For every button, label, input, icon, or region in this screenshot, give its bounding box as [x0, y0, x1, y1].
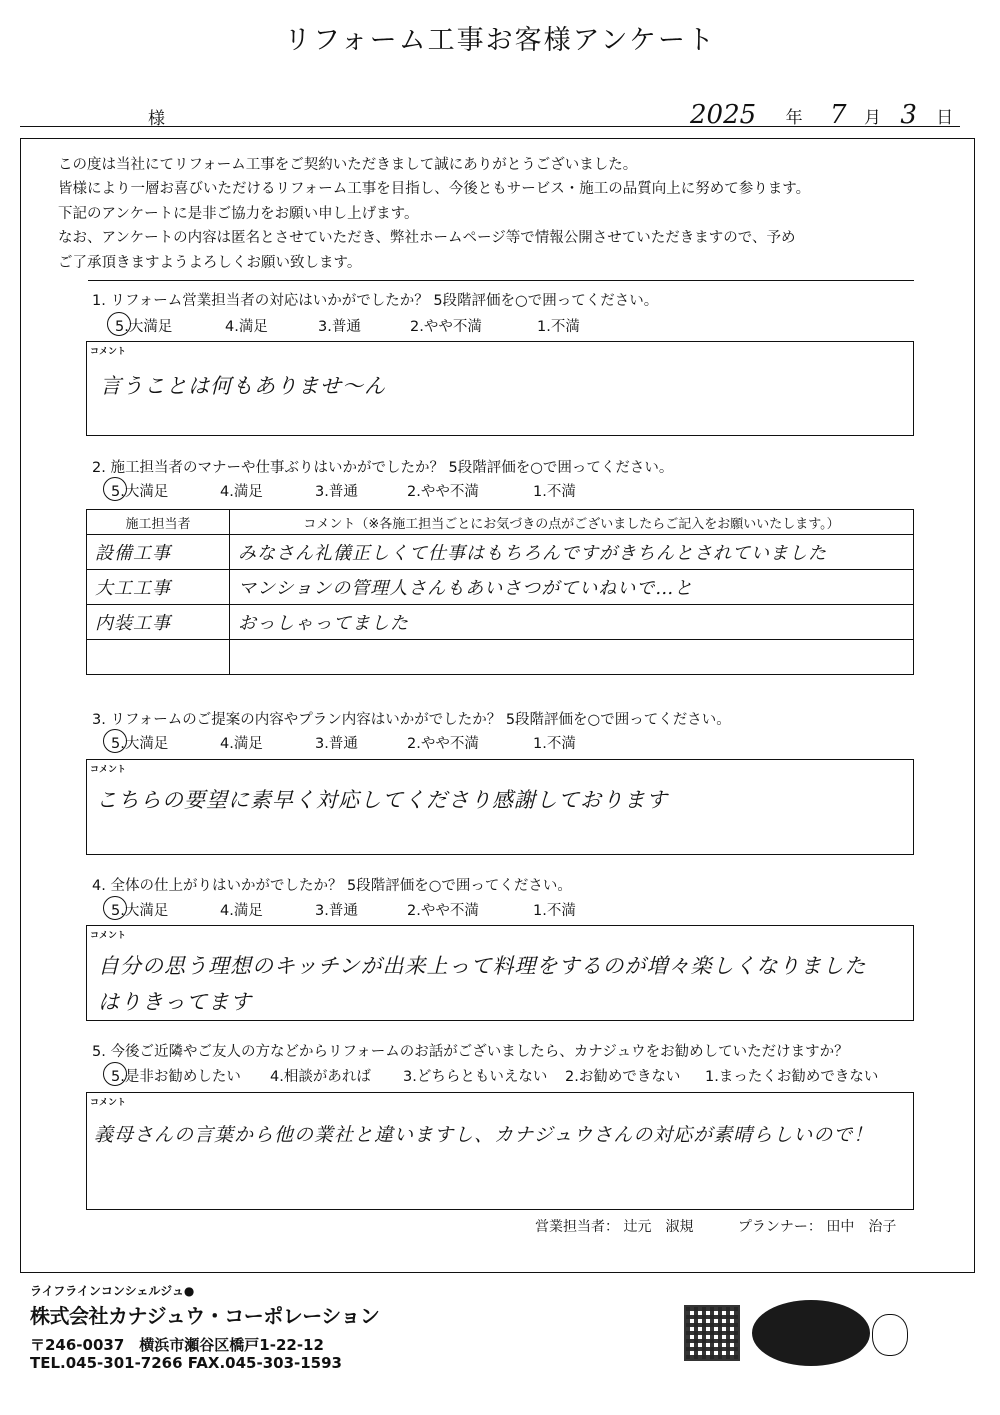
q1-option-2[interactable]: 2.やや不満: [410, 319, 482, 335]
q3-option-3[interactable]: 3.普通: [315, 736, 358, 752]
speech-bubble-icon: [752, 1300, 870, 1366]
q2-staff-table: [86, 509, 914, 675]
q1-option-3[interactable]: 3.普通: [318, 319, 361, 335]
q4-option-3[interactable]: 3.普通: [315, 903, 358, 919]
q1-option-4[interactable]: 4.満足: [225, 319, 268, 335]
date-month: 7: [829, 100, 847, 130]
q4-comment-line-2: はりきってます: [98, 990, 252, 1014]
q2-option-4[interactable]: 4.満足: [220, 484, 263, 500]
planner-name: 田中 治子: [826, 1219, 897, 1235]
q1-question: 1. リフォーム営業担当者の対応はいかがでしたか？ 5段階評価を○で囲ってください。: [92, 293, 659, 309]
intro-line: ご了承頂きますようよろしくお願い致します。: [58, 254, 362, 271]
staff-comment-line: マンションの管理人さんもあいさつがていねいで…と: [230, 570, 914, 605]
q4-option-4[interactable]: 4.満足: [220, 903, 263, 919]
q2-option-2[interactable]: 2.やや不満: [407, 484, 479, 500]
q5-question: 5. 今後ご近隣やご友人の方などからリフォームのお話がございましたら、カナジュウをお勧めしていただけますか？: [92, 1044, 849, 1060]
staff-name: 設備工事: [87, 535, 230, 570]
date-month-label: 月: [863, 108, 881, 128]
q3-option-5[interactable]: 5.大満足: [111, 736, 169, 752]
staff-comment-line: みなさん礼儀正しくて仕事はもちろんですがきちんとされていました: [230, 535, 914, 570]
date-day-label: 日: [936, 108, 954, 128]
intro-line: なお、アンケートの内容は匿名とさせていただき、弊社ホームページ等で情報公開させていただきますので、予め: [58, 230, 796, 247]
date-year-label: 年: [785, 108, 803, 128]
q3-option-2[interactable]: 2.やや不満: [407, 736, 479, 752]
q4-comment-line-1: 自分の思う理想のキッチンが出来上って料理をするのが増々楽しくなりました: [98, 954, 867, 978]
q5-option-2[interactable]: 2.お勧めできない: [565, 1069, 681, 1085]
q5-comment-text: 義母さんの言葉から他の業社と違いますし、カナジュウさんの対応が素晴らしいので！: [94, 1124, 874, 1146]
q2-option-1[interactable]: 1.不満: [533, 484, 576, 500]
q3-question: 3. リフォームのご提案の内容やプラン内容はいかがでしたか？ 5段階評価を○で囲ってください。: [92, 712, 731, 728]
footer-company: 株式会社カナジュウ・コーポレーション: [30, 1304, 380, 1328]
q1-comment-text: 言うことは何もありませ〜ん: [100, 374, 386, 398]
intro-line: 下記のアンケートに是非ご協力をお願い申し上げます。: [58, 205, 419, 222]
date-year: 2025: [690, 100, 757, 130]
customer-suffix: 様: [148, 109, 165, 129]
intro-line: 皆様により一層お喜びいただけるリフォーム工事を目指し、今後ともサービス・施工の品質向上に努めて参ります。: [58, 181, 811, 198]
qr-code-icon[interactable]: [684, 1305, 740, 1361]
q4-question: 4. 全体の仕上がりはいかがでしたか？ 5段階評価を○で囲ってください。: [92, 878, 572, 894]
staff-header-left: 施工担当者: [87, 510, 230, 535]
sales-name: 辻元 淑規: [623, 1219, 694, 1235]
staff-header-right: コメント（※各施工担当ごとにお気づきの点がございましたらご記入をお願いいたします。）: [230, 510, 914, 535]
footer-brand: ライフラインコンシェルジュ●: [30, 1284, 195, 1298]
staff-comment-line: おっしゃってました: [230, 605, 914, 640]
q2-option-3[interactable]: 3.普通: [315, 484, 358, 500]
q2-question: 2. 施工担当者のマナーや仕事ぶりはいかがでしたか？ 5段階評価を○で囲ってください。: [92, 460, 674, 476]
survey-title: リフォーム工事お客様アンケート: [283, 25, 717, 56]
staff-name-empty: [87, 640, 230, 675]
q1-option-1[interactable]: 1.不満: [537, 319, 580, 335]
intro-text: [58, 153, 958, 275]
header-underline: [20, 126, 960, 127]
q5-option-1[interactable]: 1.まったくお勧めできない: [705, 1069, 879, 1085]
intro-divider: [88, 280, 914, 281]
staff-comment-empty: [230, 640, 914, 675]
q1-option-5[interactable]: 5.大満足: [115, 319, 173, 335]
q4-option-2[interactable]: 2.やや不満: [407, 903, 479, 919]
q5-option-5[interactable]: 5.是非お勧めしたい: [111, 1069, 241, 1085]
sales-label: 営業担当者：: [535, 1219, 619, 1235]
q5-option-4[interactable]: 4.相談があれば: [270, 1069, 371, 1085]
staff-line: [535, 1216, 896, 1236]
q2-option-5[interactable]: 5.大満足: [111, 484, 169, 500]
mascot-icon: [872, 1314, 908, 1356]
staff-name: 大工工事: [87, 570, 230, 605]
q3-option-1[interactable]: 1.不満: [533, 736, 576, 752]
staff-name: 内装工事: [87, 605, 230, 640]
planner-label: プランナー：: [737, 1219, 822, 1235]
q3-comment-text: こちらの要望に素早く対応してくださり感謝しております: [96, 788, 668, 812]
q5-comment-label: コメント: [90, 1098, 127, 1108]
q3-comment-label: コメント: [90, 765, 127, 775]
footer-tel: TEL.045-301-7266 FAX.045-303-1593: [30, 1354, 342, 1372]
q4-option-5[interactable]: 5.大満足: [111, 903, 169, 919]
q4-option-1[interactable]: 1.不満: [533, 903, 576, 919]
footer-address: 〒246-0037 横浜市瀬谷区橋戸1-22-12: [30, 1336, 324, 1354]
intro-line: この度は当社にてリフォーム工事をご契約いただきまして誠にありがとうございました。: [58, 157, 638, 173]
q5-comment-box: [86, 1092, 914, 1210]
q3-option-4[interactable]: 4.満足: [220, 736, 263, 752]
q5-option-3[interactable]: 3.どちらともいえない: [403, 1069, 548, 1085]
q4-comment-label: コメント: [90, 931, 127, 941]
q1-comment-label: コメント: [90, 347, 127, 357]
date-day: 3: [900, 100, 917, 130]
